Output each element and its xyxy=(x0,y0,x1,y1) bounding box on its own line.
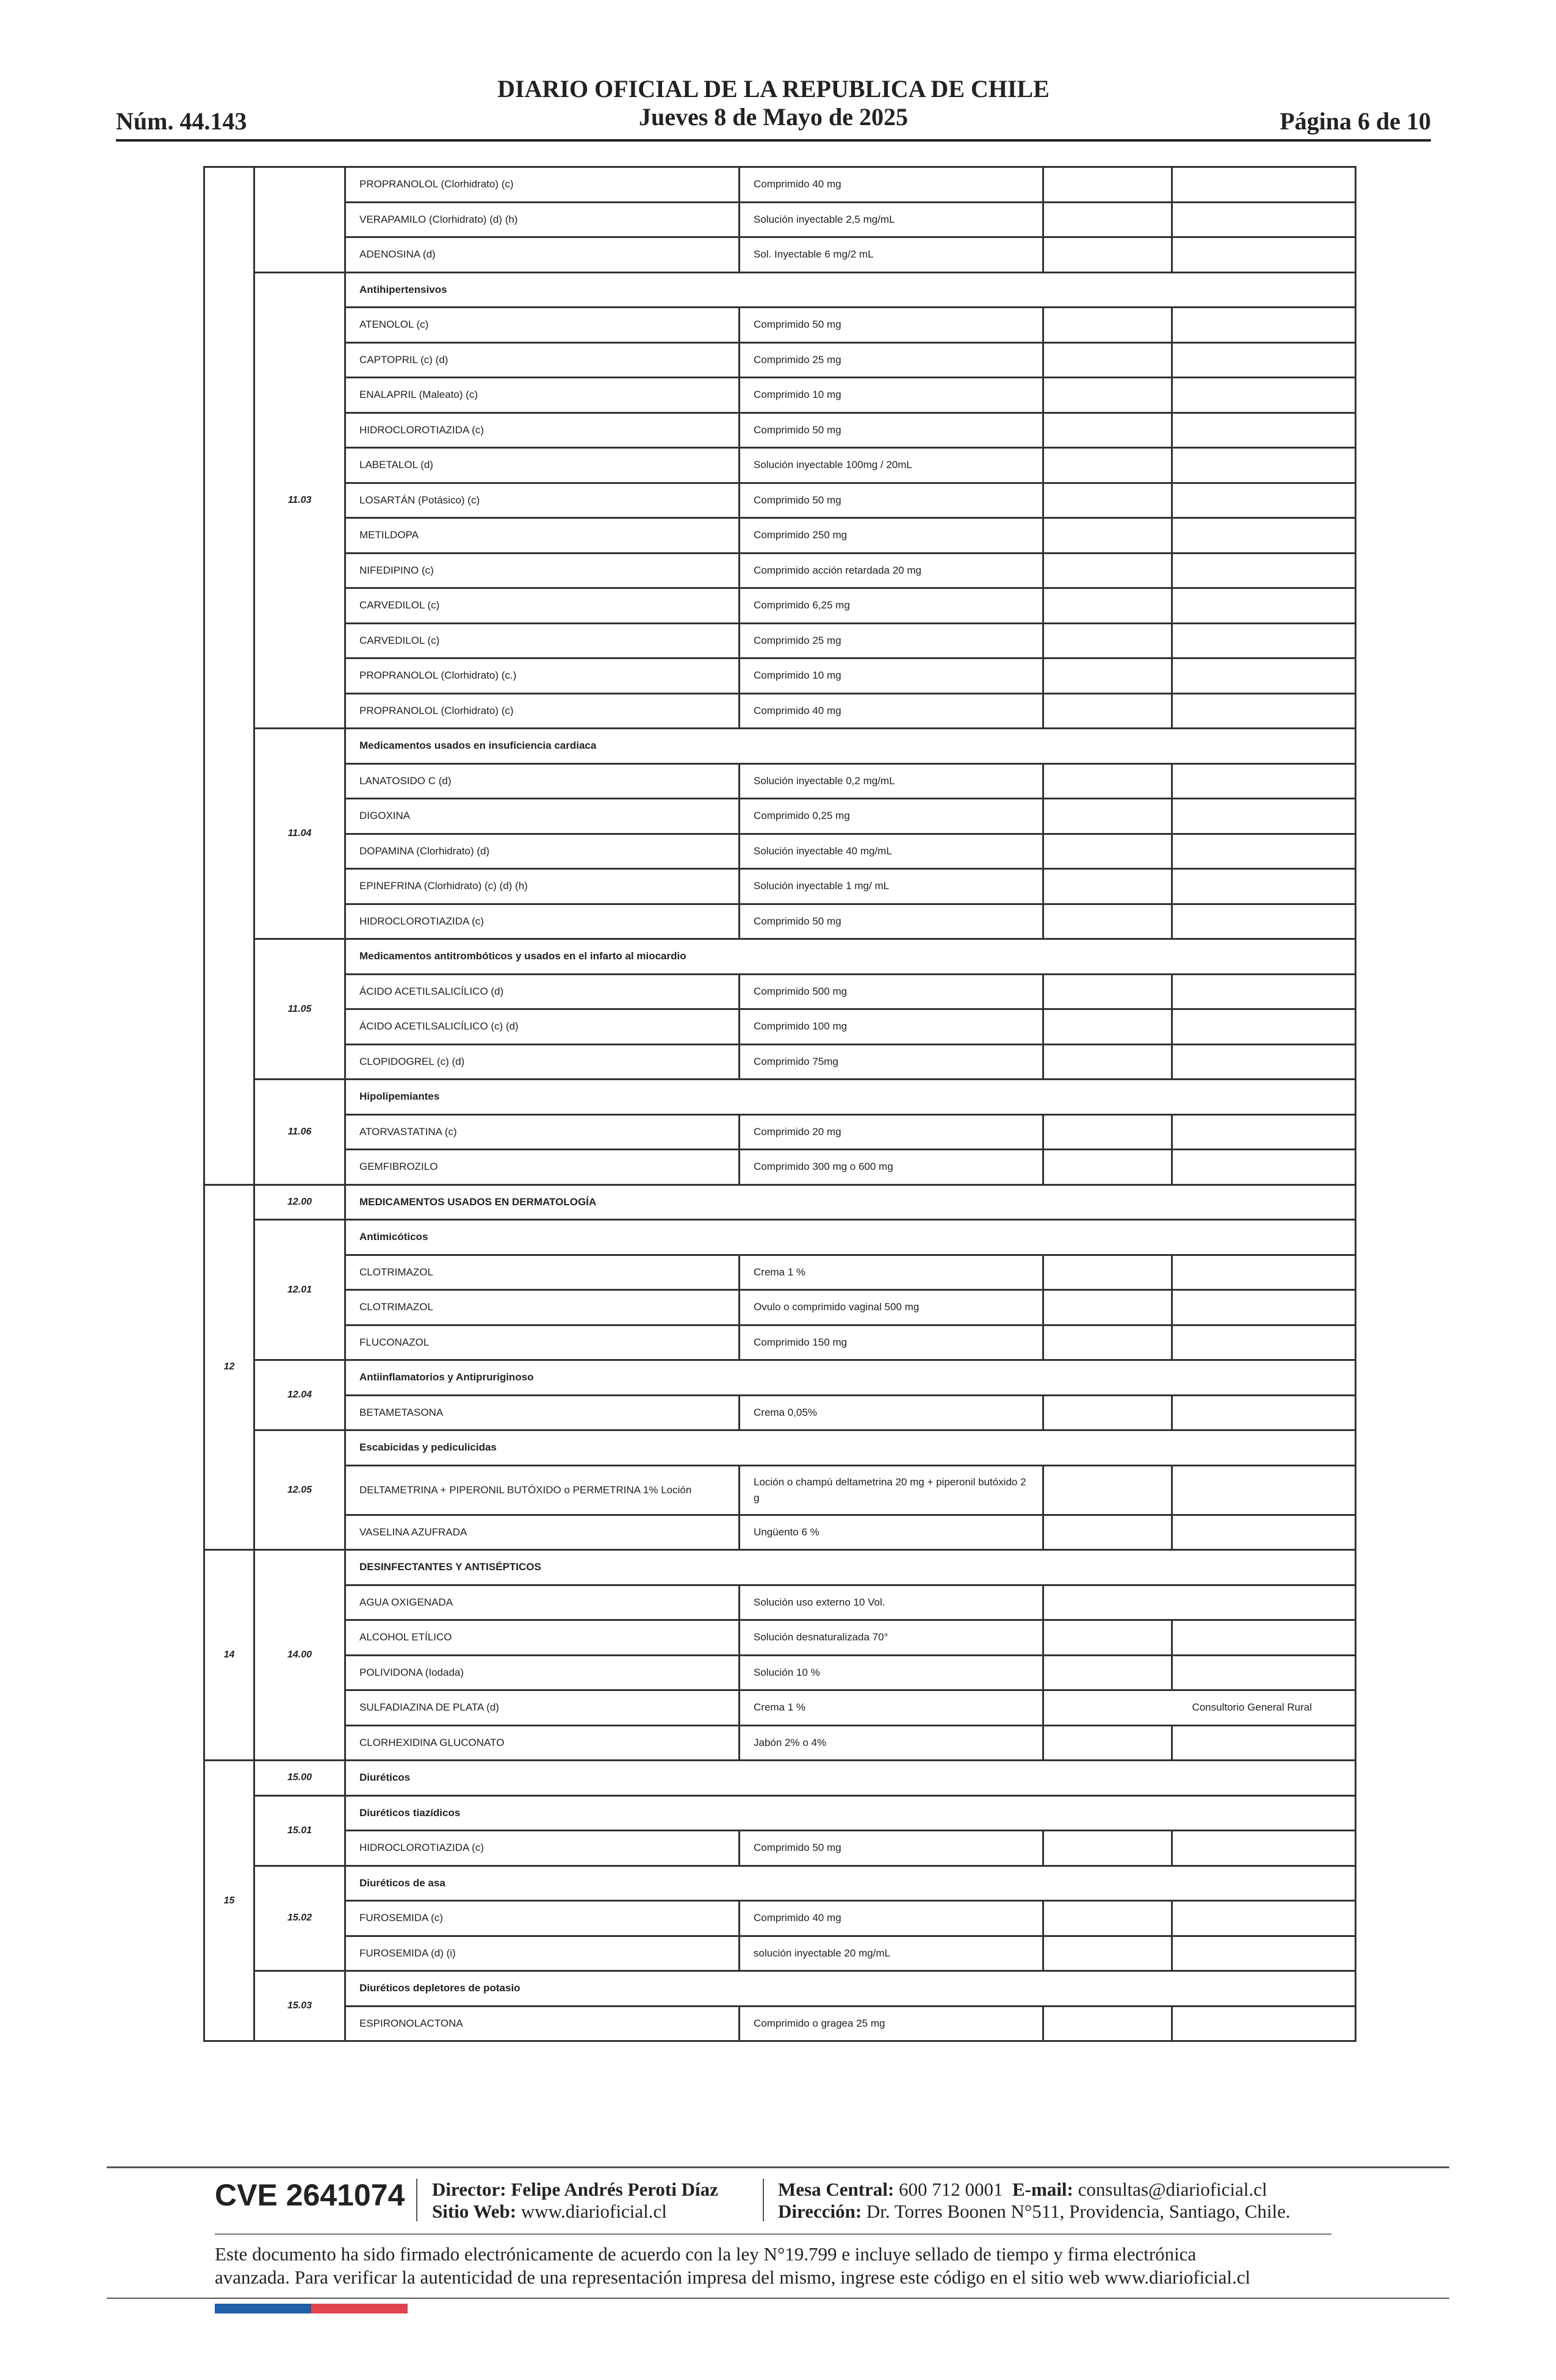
table-row xyxy=(204,1255,1356,1290)
medicine-form: Comprimido 25 mg xyxy=(740,342,1043,378)
medicine-form: Comprimido 10 mg xyxy=(740,378,1043,413)
table-row xyxy=(204,1395,1356,1430)
medicine-name: ADENOSINA (d) xyxy=(345,237,740,273)
footer-rule xyxy=(107,2298,1449,2299)
level-cell xyxy=(1172,869,1356,904)
table-row xyxy=(204,1515,1356,1550)
level-cell xyxy=(1172,342,1356,378)
medicine-name: ÁCIDO ACETILSALICÍLICO (c) (d) xyxy=(345,1009,740,1045)
level-cell xyxy=(1043,483,1172,518)
medicine-form: Comprimido 0,25 mg xyxy=(740,799,1043,834)
footer-rule xyxy=(215,2234,1331,2235)
level-cell xyxy=(1172,202,1356,237)
level-cell xyxy=(1172,1255,1356,1290)
mesa-phone: 600 712 0001 xyxy=(899,2179,1003,2200)
medicine-form: Solución 10 % xyxy=(740,1655,1043,1690)
level-cell xyxy=(1043,308,1172,343)
medicine-name: PROPRANOLOL (Clorhidrato) (c) xyxy=(345,167,740,203)
level-cell xyxy=(1043,448,1172,483)
table-row xyxy=(204,413,1356,448)
section-heading: Antimicóticos xyxy=(345,1220,1356,1255)
section-heading: Escabicidas y pediculicidas xyxy=(345,1430,1356,1466)
table-row xyxy=(204,1795,1356,1831)
contact-block xyxy=(778,2179,1291,2223)
medicine-form: Ungüento 6 % xyxy=(740,1515,1043,1550)
table-row xyxy=(204,869,1356,904)
issue-number: Núm. 44.143 xyxy=(116,107,247,135)
medicine-name: CARVEDILOL (c) xyxy=(345,588,740,624)
table-row xyxy=(204,483,1356,518)
level-cell xyxy=(1172,308,1356,343)
level-cell xyxy=(1043,1620,1172,1656)
medicine-form: Comprimido 500 mg xyxy=(740,974,1043,1009)
level-cell xyxy=(1172,588,1356,624)
level-cell xyxy=(1043,1831,1172,1866)
table-row xyxy=(204,1585,1356,1620)
level-cell xyxy=(1172,1620,1356,1656)
medicine-form: Solución inyectable 40 mg/mL xyxy=(740,834,1043,869)
level-cell xyxy=(1172,483,1356,518)
web-link[interactable]: www.diarioficial.cl xyxy=(520,2201,667,2222)
table-row xyxy=(204,1690,1356,1726)
table-row xyxy=(204,1290,1356,1325)
table-row xyxy=(204,308,1356,343)
group-code: 11.05 xyxy=(254,939,345,1080)
table-row xyxy=(204,588,1356,624)
director-label: Director: xyxy=(432,2179,506,2200)
medicine-name: CLOTRIMAZOL xyxy=(345,1290,740,1325)
level-cell xyxy=(1043,1009,1172,1045)
level-cell xyxy=(1172,378,1356,413)
director-name: Felipe Andrés Peroti Díaz xyxy=(511,2179,718,2200)
level-cell xyxy=(1043,869,1172,904)
medicine-name: CAPTOPRIL (c) (d) xyxy=(345,342,740,378)
level-cell xyxy=(1043,1515,1172,1550)
group-code: 14.00 xyxy=(254,1550,345,1761)
page-header xyxy=(116,70,1431,143)
level-cell xyxy=(1172,167,1356,203)
table-row xyxy=(204,1901,1356,1936)
level-cell xyxy=(1172,1901,1356,1936)
section-heading: Medicamentos antitrombóticos y usados en el infarto al miocardio xyxy=(345,939,1356,975)
level-cell xyxy=(1043,1325,1172,1360)
level-cell xyxy=(1043,1725,1172,1761)
level-cell xyxy=(1043,1395,1172,1430)
medicine-name: ESPIRONOLACTONA xyxy=(345,2006,740,2041)
table-row xyxy=(204,272,1356,308)
table-row xyxy=(204,202,1356,237)
level-cell xyxy=(1172,658,1356,694)
level-cell xyxy=(1172,763,1356,799)
table-row xyxy=(204,1866,1356,1901)
medicine-name: ALCOHOL ETÍLICO xyxy=(345,1620,740,1656)
table-row xyxy=(204,553,1356,588)
level-cell xyxy=(1172,1325,1356,1360)
level-cell xyxy=(1172,1395,1356,1430)
medicine-form: Comprimido 300 mg o 600 mg xyxy=(740,1150,1043,1185)
footer-divider xyxy=(416,2179,417,2221)
level-cell xyxy=(1043,1150,1172,1185)
medicine-form: Comprimido 100 mg xyxy=(740,1009,1043,1045)
medicine-name: VASELINA AZUFRADA xyxy=(345,1515,740,1550)
level-cell xyxy=(1043,904,1172,939)
group-code: 11.03 xyxy=(254,272,345,729)
section-heading: MEDICAMENTOS USADOS EN DERMATOLOGÍA xyxy=(345,1185,1356,1220)
issue-date: Jueves 8 de Mayo de 2025 xyxy=(638,103,909,131)
medicine-name: CLOTRIMAZOL xyxy=(345,1255,740,1290)
medicine-form: Ovulo o comprimido vaginal 500 mg xyxy=(740,1290,1043,1325)
level-cell xyxy=(1043,693,1172,729)
table-row xyxy=(204,378,1356,413)
medicine-form: Crema 1 % xyxy=(740,1690,1043,1726)
table-row xyxy=(204,1465,1356,1515)
medicine-name: ATORVASTATINA (c) xyxy=(345,1114,740,1150)
level-cell xyxy=(1172,904,1356,939)
medicine-form: Comprimido 50 mg xyxy=(740,904,1043,939)
group-cell xyxy=(254,167,345,273)
table-row xyxy=(204,448,1356,483)
group-code: 15.00 xyxy=(254,1761,345,1796)
medicine-name: SULFADIAZINA DE PLATA (d) xyxy=(345,1690,740,1726)
section-heading: Medicamentos usados en insuficiencia cardiaca xyxy=(345,729,1356,764)
newspaper-title: DIARIO OFICIAL DE LA REPUBLICA DE CHILE xyxy=(497,75,1050,103)
group-code: 11.04 xyxy=(254,729,345,939)
medicine-form: Crema 1 % xyxy=(740,1255,1043,1290)
table-row xyxy=(204,1761,1356,1796)
medicine-form: Solución inyectable 1 mg/ mL xyxy=(740,869,1043,904)
table-row xyxy=(204,1725,1356,1761)
medicine-form: Comprimido acción retardada 20 mg xyxy=(740,553,1043,588)
level-cell xyxy=(1043,1655,1172,1690)
level-cell xyxy=(1043,623,1172,658)
level-cell xyxy=(1043,1044,1172,1080)
medicine-form: Comprimido 75mg xyxy=(740,1044,1043,1080)
medicine-name: FLUCONAZOL xyxy=(345,1325,740,1360)
section-heading: Diuréticos tiazídicos xyxy=(345,1795,1356,1831)
level-cell xyxy=(1172,1114,1356,1150)
signature-notice-line: avanzada. Para verificar la autenticidad de una representación impresa del mismo, ingrese este código en el sitio web www.diarioficial.cl xyxy=(215,2266,1251,2288)
medicine-form: Comprimido 50 mg xyxy=(740,413,1043,448)
table-row xyxy=(204,1430,1356,1466)
medicine-name: HIDROCLOROTIAZIDA (c) xyxy=(345,1831,740,1866)
header-rule xyxy=(116,139,1431,142)
level-cell xyxy=(1043,799,1172,834)
medicine-name: VERAPAMILO (Clorhidrato) (d) (h) xyxy=(345,202,740,237)
medicine-form: Loción o champú deltametrina 20 mg + piperonil butóxido 2 g xyxy=(740,1465,1043,1515)
medicine-name: PROPRANOLOL (Clorhidrato) (c) xyxy=(345,693,740,729)
table-row xyxy=(204,1044,1356,1080)
level-cell xyxy=(1172,1655,1356,1690)
category-code: 12 xyxy=(204,1185,254,1550)
level-cell xyxy=(1172,799,1356,834)
level-cell xyxy=(1043,2006,1172,2041)
level-cell xyxy=(1172,413,1356,448)
level-cell xyxy=(1043,202,1172,237)
medicine-name: BETAMETASONA xyxy=(345,1395,740,1430)
table-row xyxy=(204,939,1356,975)
table-row xyxy=(204,1831,1356,1866)
level-cell xyxy=(1043,518,1172,554)
table-row xyxy=(204,518,1356,554)
level-cell xyxy=(1172,1515,1356,1550)
section-heading: Diuréticos de asa xyxy=(345,1866,1356,1901)
medicine-name: ATENOLOL (c) xyxy=(345,308,740,343)
web-label: Sitio Web: xyxy=(432,2201,517,2222)
medicine-name: HIDROCLOROTIAZIDA (c) xyxy=(345,413,740,448)
medicine-name: ENALAPRIL (Maleato) (c) xyxy=(345,378,740,413)
group-code: 12.04 xyxy=(254,1360,345,1430)
medicine-form: Comprimido 10 mg xyxy=(740,658,1043,694)
direccion-value: Dr. Torres Boonen N°511, Providencia, Santiago, Chile. xyxy=(866,2201,1291,2222)
cve-code: CVE 2641074 xyxy=(215,2178,405,2212)
level-cell xyxy=(1043,167,1172,203)
level-cell xyxy=(1043,378,1172,413)
category-code: 15 xyxy=(204,1761,254,2041)
signature-notice-line: Este documento ha sido firmado electrónicamente de acuerdo con la ley N°19.799 e incluye sellado de tiempo y firma electrónica xyxy=(215,2243,1197,2265)
medicine-form: Solución inyectable 100mg / 20mL xyxy=(740,448,1043,483)
medicine-name: CLORHEXIDINA GLUCONATO xyxy=(345,1725,740,1761)
footer-divider xyxy=(763,2179,764,2221)
level-cell xyxy=(1172,623,1356,658)
section-heading: Antiinflamatorios y Antipruriginoso xyxy=(345,1360,1356,1396)
level-cell xyxy=(1172,553,1356,588)
table-row xyxy=(204,1009,1356,1045)
medicine-form: Comprimido 40 mg xyxy=(740,693,1043,729)
medicine-name: DOPAMINA (Clorhidrato) (d) xyxy=(345,834,740,869)
medicine-name: CLOPIDOGREL (c) (d) xyxy=(345,1044,740,1080)
medicine-form: Comprimido 20 mg xyxy=(740,1114,1043,1150)
medicine-name: CARVEDILOL (c) xyxy=(345,623,740,658)
table-row xyxy=(204,1655,1356,1690)
medicine-form: Comprimido 6,25 mg xyxy=(740,588,1043,624)
medicine-name: HIDROCLOROTIAZIDA (c) xyxy=(345,904,740,939)
level-cell xyxy=(1172,974,1356,1009)
level-cell xyxy=(1043,1255,1172,1290)
medicine-name: PROPRANOLOL (Clorhidrato) (c.) xyxy=(345,658,740,694)
medicine-name: DIGOXINA xyxy=(345,799,740,834)
table-row xyxy=(204,1971,1356,2007)
flag-stripe-blue xyxy=(215,2304,311,2313)
group-code: 11.06 xyxy=(254,1080,345,1185)
table-row xyxy=(204,1360,1356,1396)
group-code: 12.01 xyxy=(254,1220,345,1360)
table-row xyxy=(204,623,1356,658)
level-note: Consultorio General Rural xyxy=(1043,1690,1356,1726)
medicine-name: FUROSEMIDA (c) xyxy=(345,1901,740,1936)
medicine-name: LABETALOL (d) xyxy=(345,448,740,483)
level-cell xyxy=(1043,1936,1172,1971)
medicine-form: Solución inyectable 0,2 mg/mL xyxy=(740,763,1043,799)
table-row xyxy=(204,342,1356,378)
medicine-form: Comprimido 150 mg xyxy=(740,1325,1043,1360)
medicine-form: Solución uso externo 10 Vol. xyxy=(740,1585,1043,1620)
level-cell xyxy=(1043,834,1172,869)
medicine-form: Solución inyectable 2,5 mg/mL xyxy=(740,202,1043,237)
category-code: 14 xyxy=(204,1550,254,1761)
section-heading: Diuréticos xyxy=(345,1761,1356,1796)
medicine-form: Comprimido o gragea 25 mg xyxy=(740,2006,1043,2041)
header-title-block xyxy=(116,75,1431,131)
category-cell xyxy=(204,167,254,1185)
level-cell xyxy=(1172,1290,1356,1325)
signature-notice xyxy=(215,2243,1374,2289)
medicine-name: FUROSEMIDA (d) (i) xyxy=(345,1936,740,1971)
medicine-name: POLIVIDONA (Iodada) xyxy=(345,1655,740,1690)
medicine-form: Sol. Inyectable 6 mg/2 mL xyxy=(740,237,1043,273)
table-row xyxy=(204,658,1356,694)
table-row xyxy=(204,904,1356,939)
medicine-form: Comprimido 50 mg xyxy=(740,1831,1043,1866)
group-code: 12.05 xyxy=(254,1430,345,1550)
level-cell xyxy=(1172,834,1356,869)
section-heading: Antihipertensivos xyxy=(345,272,1356,308)
group-code: 15.03 xyxy=(254,1971,345,2041)
table-row xyxy=(204,1150,1356,1185)
level-cell xyxy=(1172,518,1356,554)
group-code: 15.02 xyxy=(254,1866,345,1971)
table-row xyxy=(204,693,1356,729)
medicine-form: Crema 0,05% xyxy=(740,1395,1043,1430)
medicine-form: Comprimido 50 mg xyxy=(740,308,1043,343)
level-cell xyxy=(1043,553,1172,588)
table-row xyxy=(204,799,1356,834)
level-cell xyxy=(1172,1009,1356,1045)
group-code: 12.00 xyxy=(254,1185,345,1220)
table-row xyxy=(204,1620,1356,1656)
medicine-form: Comprimido 40 mg xyxy=(740,167,1043,203)
footer-rule xyxy=(107,2166,1449,2168)
table-row xyxy=(204,1185,1356,1220)
level-cell xyxy=(1043,1114,1172,1150)
table-row xyxy=(204,763,1356,799)
medicine-name: METILDOPA xyxy=(345,518,740,554)
medicine-name: AGUA OXIGENADA xyxy=(345,1585,740,1620)
level-cell xyxy=(1043,763,1172,799)
level-cell xyxy=(1043,1585,1356,1620)
level-cell xyxy=(1043,974,1172,1009)
table-row xyxy=(204,2006,1356,2041)
level-cell xyxy=(1172,2006,1356,2041)
level-cell xyxy=(1172,1465,1356,1515)
flag-stripe-red xyxy=(311,2304,408,2313)
table-row xyxy=(204,1114,1356,1150)
table-row xyxy=(204,167,1356,203)
medicine-form: Comprimido 25 mg xyxy=(740,623,1043,658)
table-row xyxy=(204,729,1356,764)
table-row xyxy=(204,1325,1356,1360)
medicine-name: ÁCIDO ACETILSALICÍLICO (d) xyxy=(345,974,740,1009)
level-cell xyxy=(1172,693,1356,729)
medicine-name: NIFEDIPINO (c) xyxy=(345,553,740,588)
level-cell xyxy=(1172,1936,1356,1971)
direccion-label: Dirección: xyxy=(778,2201,862,2222)
level-cell xyxy=(1172,1831,1356,1866)
page-number: Página 6 de 10 xyxy=(1280,107,1431,135)
medicine-form: Jabón 2% o 4% xyxy=(740,1725,1043,1761)
medicine-form: Comprimido 250 mg xyxy=(740,518,1043,554)
table-row xyxy=(204,974,1356,1009)
medicine-form: Comprimido 50 mg xyxy=(740,483,1043,518)
email-label: E-mail: xyxy=(1012,2179,1073,2200)
medicines-table xyxy=(203,166,1356,2042)
medicine-name: LANATOSIDO C (d) xyxy=(345,763,740,799)
section-heading: Hipolipemiantes xyxy=(345,1080,1356,1115)
level-cell xyxy=(1043,1901,1172,1936)
level-cell xyxy=(1172,237,1356,273)
group-code: 15.01 xyxy=(254,1795,345,1866)
level-cell xyxy=(1043,1290,1172,1325)
level-cell xyxy=(1172,1044,1356,1080)
level-cell xyxy=(1043,237,1172,273)
medicine-name: DELTAMETRINA + PIPERONIL BUTÓXIDO o PERMETRINA 1% Loción xyxy=(345,1465,740,1515)
table-row xyxy=(204,1220,1356,1255)
level-cell xyxy=(1043,342,1172,378)
medicine-form: Comprimido 40 mg xyxy=(740,1901,1043,1936)
medicine-name: LOSARTÁN (Potásico) (c) xyxy=(345,483,740,518)
level-cell xyxy=(1172,448,1356,483)
medicine-form: solución inyectable 20 mg/mL xyxy=(740,1936,1043,1971)
medicine-name: EPINEFRINA (Clorhidrato) (c) (d) (h) xyxy=(345,869,740,904)
level-cell xyxy=(1043,1465,1172,1515)
email-link[interactable]: consultas@diarioficial.cl xyxy=(1078,2179,1267,2200)
section-heading: Diuréticos depletores de potasio xyxy=(345,1971,1356,2007)
level-cell xyxy=(1172,1725,1356,1761)
director-block xyxy=(432,2179,718,2223)
medicine-name: GEMFIBROZILO xyxy=(345,1150,740,1185)
level-cell xyxy=(1172,1150,1356,1185)
level-cell xyxy=(1043,588,1172,624)
mesa-label: Mesa Central: xyxy=(778,2179,895,2200)
section-heading: DESINFECTANTES Y ANTISÉPTICOS xyxy=(345,1550,1356,1585)
level-cell xyxy=(1043,413,1172,448)
table-row xyxy=(204,1080,1356,1115)
table-row xyxy=(204,1936,1356,1971)
table-row xyxy=(204,834,1356,869)
table-row xyxy=(204,1550,1356,1585)
medicine-form: Solución desnaturalizada 70° xyxy=(740,1620,1043,1656)
table-row xyxy=(204,237,1356,273)
level-cell xyxy=(1043,658,1172,694)
